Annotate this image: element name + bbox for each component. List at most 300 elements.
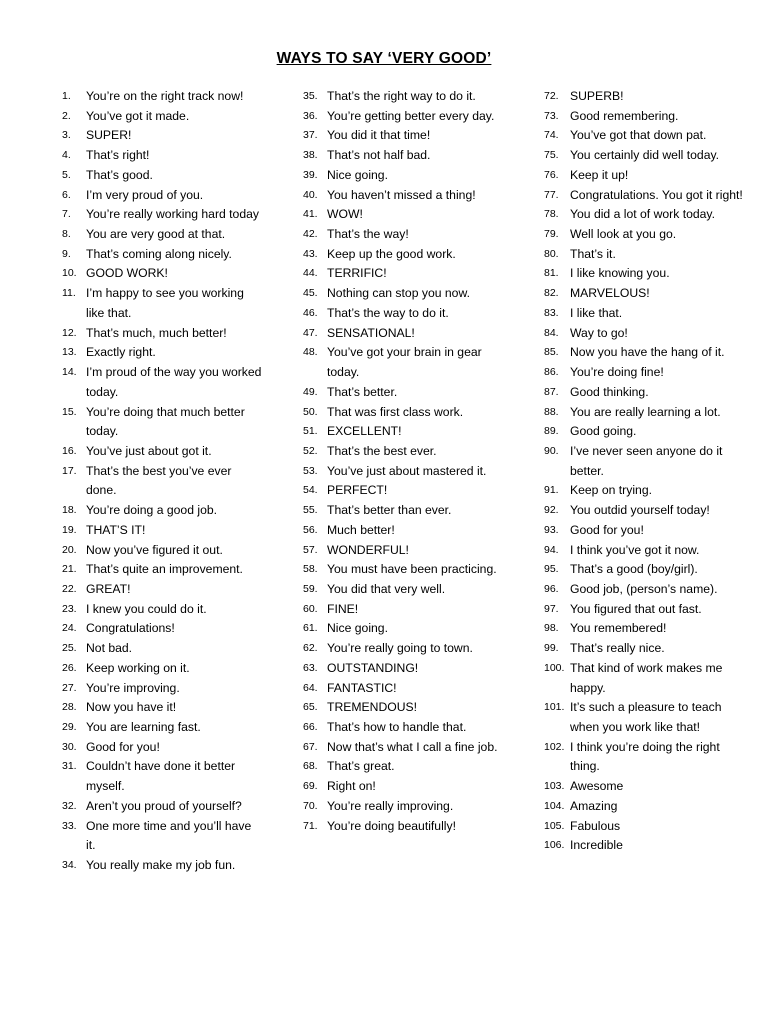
item-text: You really make my job fun. bbox=[86, 858, 236, 873]
item-text: I’m proud of the way you worked today. bbox=[86, 365, 262, 399]
item-number: 64. bbox=[303, 681, 318, 694]
item-text: PERFECT! bbox=[327, 483, 388, 498]
list-item bbox=[62, 521, 262, 541]
list-item bbox=[544, 738, 749, 777]
item-text: That was first class work. bbox=[327, 404, 464, 419]
item-number: 31. bbox=[62, 760, 77, 773]
item-text: I’ve never seen anyone do it better. bbox=[570, 443, 723, 478]
list-item bbox=[303, 560, 513, 580]
item-text: It’s such a pleasure to teach when you work like that! bbox=[570, 700, 722, 734]
list-item bbox=[303, 659, 513, 679]
list-item bbox=[62, 560, 262, 580]
item-number: 52. bbox=[303, 444, 318, 457]
item-number: 32. bbox=[62, 799, 77, 812]
list-item bbox=[62, 541, 262, 561]
item-number: 43. bbox=[303, 247, 318, 260]
item-text: That’s the way! bbox=[327, 227, 409, 242]
item-text: You’re doing a good job. bbox=[86, 503, 218, 518]
item-number: 88. bbox=[544, 405, 559, 418]
list-item bbox=[303, 698, 513, 718]
item-text: You are learning fast. bbox=[86, 720, 201, 734]
item-text: Keep it up! bbox=[570, 167, 629, 182]
item-number: 81. bbox=[544, 267, 559, 280]
item-text: Nice going. bbox=[327, 621, 388, 636]
list-item bbox=[303, 225, 513, 245]
list-item bbox=[303, 166, 513, 186]
list-item bbox=[303, 422, 513, 442]
item-text: Good job, (person’s name). bbox=[570, 581, 718, 596]
item-text: I knew you could do it. bbox=[86, 601, 207, 616]
item-number: 9. bbox=[62, 247, 71, 260]
item-number: 40. bbox=[303, 188, 318, 201]
item-number: 62. bbox=[303, 642, 318, 655]
item-text: That’s how to handle that. bbox=[327, 720, 467, 734]
list-item bbox=[62, 324, 262, 344]
item-text: You are really learning a lot. bbox=[570, 404, 721, 419]
item-text: Nice going. bbox=[327, 167, 388, 182]
list-item bbox=[303, 777, 513, 797]
list-item bbox=[303, 600, 513, 620]
item-number: 49. bbox=[303, 385, 318, 398]
item-text: Not bad. bbox=[86, 641, 133, 656]
list-item bbox=[544, 817, 749, 837]
item-text: SENSATIONAL! bbox=[327, 325, 415, 340]
list-item bbox=[303, 639, 513, 659]
list-item bbox=[62, 501, 262, 521]
item-text: FANTASTIC! bbox=[327, 680, 397, 695]
item-number: 89. bbox=[544, 425, 559, 438]
list-item bbox=[544, 245, 749, 265]
item-text: Good going. bbox=[570, 424, 637, 439]
item-number: 99. bbox=[544, 642, 559, 655]
item-number: 97. bbox=[544, 602, 559, 615]
list-item bbox=[544, 304, 749, 324]
item-number: 45. bbox=[303, 287, 318, 300]
item-text: Good thinking. bbox=[570, 384, 649, 399]
item-number: 55. bbox=[303, 504, 318, 517]
item-number: 73. bbox=[544, 109, 559, 122]
item-number: 30. bbox=[62, 740, 77, 753]
list-item bbox=[303, 541, 513, 561]
item-text: Nothing can stop you now. bbox=[327, 286, 470, 301]
item-number: 79. bbox=[544, 228, 559, 241]
item-number: 96. bbox=[544, 582, 559, 595]
item-text: FINE! bbox=[327, 601, 359, 616]
list-item bbox=[62, 87, 262, 107]
item-text: You’ve got your brain in gear today. bbox=[327, 345, 482, 380]
item-text: You did it that time! bbox=[327, 128, 431, 143]
list-item bbox=[303, 738, 513, 758]
list-item bbox=[62, 186, 262, 206]
list-item bbox=[544, 403, 749, 423]
list-item bbox=[544, 442, 749, 481]
item-text: You’re improving. bbox=[86, 680, 180, 695]
list-item bbox=[303, 580, 513, 600]
item-text: Keep up the good work. bbox=[327, 246, 456, 261]
list-item bbox=[544, 836, 749, 856]
list-item bbox=[544, 343, 749, 363]
item-number: 18. bbox=[62, 504, 77, 517]
item-text: That’s better. bbox=[327, 384, 398, 399]
list-item bbox=[303, 87, 513, 107]
item-number: 91. bbox=[544, 484, 559, 497]
list-item bbox=[544, 186, 749, 206]
item-number: 12. bbox=[62, 326, 77, 339]
item-number: 37. bbox=[303, 129, 318, 142]
list-item bbox=[544, 659, 749, 698]
item-number: 15. bbox=[62, 405, 77, 418]
list-item bbox=[62, 619, 262, 639]
list-item bbox=[62, 698, 262, 718]
item-text: Good for you! bbox=[570, 522, 644, 537]
item-text: You haven’t missed a thing! bbox=[327, 187, 476, 202]
item-number: 106. bbox=[544, 839, 565, 852]
list-item bbox=[303, 107, 513, 127]
list-item bbox=[544, 225, 749, 245]
item-text: That’s the right way to do it. bbox=[327, 89, 476, 103]
item-number: 67. bbox=[303, 740, 318, 753]
item-text: Exactly right. bbox=[86, 345, 156, 360]
list-item bbox=[303, 679, 513, 699]
list-item bbox=[62, 659, 262, 679]
item-text: You’re getting better every day. bbox=[327, 108, 495, 123]
item-number: 65. bbox=[303, 701, 318, 714]
item-number: 104. bbox=[544, 799, 565, 812]
item-number: 48. bbox=[303, 346, 318, 359]
list-item bbox=[544, 166, 749, 186]
item-number: 11. bbox=[62, 287, 76, 300]
item-number: 76. bbox=[544, 168, 559, 181]
item-number: 78. bbox=[544, 208, 559, 221]
list-item bbox=[303, 757, 513, 777]
item-number: 41. bbox=[303, 208, 318, 221]
item-text: You’re doing beautifully! bbox=[327, 818, 456, 833]
item-number: 29. bbox=[62, 721, 77, 733]
item-number: 53. bbox=[303, 464, 318, 477]
item-number: 24. bbox=[62, 622, 77, 635]
list-item bbox=[62, 718, 262, 738]
item-number: 59. bbox=[303, 582, 318, 595]
item-text: SUPERB! bbox=[570, 89, 624, 103]
item-text: SUPER! bbox=[86, 128, 132, 143]
item-text: That kind of work makes me happy. bbox=[570, 660, 723, 695]
item-number: 71. bbox=[303, 819, 318, 832]
list-item bbox=[303, 501, 513, 521]
item-number: 98. bbox=[544, 622, 559, 635]
item-number: 75. bbox=[544, 149, 559, 162]
list-item bbox=[544, 383, 749, 403]
list-item bbox=[544, 264, 749, 284]
item-text: I’m happy to see you working like that. bbox=[86, 286, 244, 320]
item-text: Awesome bbox=[570, 779, 624, 794]
item-number: 42. bbox=[303, 228, 318, 241]
item-text: Well look at you go. bbox=[570, 227, 677, 242]
item-number: 7. bbox=[62, 208, 71, 221]
item-number: 25. bbox=[62, 642, 77, 655]
item-number: 63. bbox=[303, 661, 318, 674]
item-text: Congratulations! bbox=[86, 621, 175, 636]
item-number: 105. bbox=[544, 819, 565, 832]
column-3 bbox=[544, 87, 749, 856]
item-number: 95. bbox=[544, 563, 559, 576]
item-text: You outdid yourself today! bbox=[570, 503, 710, 518]
item-number: 93. bbox=[544, 523, 559, 536]
item-text: That’s right! bbox=[86, 148, 150, 163]
list-item bbox=[62, 126, 262, 146]
item-number: 58. bbox=[303, 563, 318, 576]
item-number: 84. bbox=[544, 326, 559, 339]
item-text: WONDERFUL! bbox=[327, 542, 409, 557]
item-number: 1. bbox=[62, 90, 71, 102]
list-item bbox=[62, 442, 262, 462]
item-number: 50. bbox=[303, 405, 318, 418]
item-text: I think you’re doing the right thing. bbox=[570, 739, 720, 774]
item-number: 101. bbox=[544, 701, 565, 714]
list-item bbox=[544, 619, 749, 639]
item-text: EXCELLENT! bbox=[327, 424, 402, 439]
item-number: 13. bbox=[62, 346, 77, 359]
item-number: 100. bbox=[544, 661, 565, 674]
list-item bbox=[303, 146, 513, 166]
list-item bbox=[303, 264, 513, 284]
item-text: TREMENDOUS! bbox=[327, 700, 418, 715]
item-number: 83. bbox=[544, 306, 559, 319]
list-item bbox=[303, 481, 513, 501]
item-number: 22. bbox=[62, 582, 77, 595]
list-item bbox=[62, 205, 262, 225]
item-number: 69. bbox=[303, 780, 318, 793]
list-item bbox=[62, 580, 262, 600]
item-number: 27. bbox=[62, 681, 77, 694]
item-number: 23. bbox=[62, 602, 77, 615]
item-number: 19. bbox=[62, 523, 77, 536]
item-text: You’ve got it made. bbox=[86, 108, 190, 123]
item-number: 6. bbox=[62, 188, 71, 201]
item-number: 46. bbox=[303, 306, 318, 319]
item-text: You must have been practicing. bbox=[327, 562, 497, 577]
item-number: 70. bbox=[303, 799, 318, 812]
item-number: 92. bbox=[544, 504, 559, 517]
item-number: 54. bbox=[303, 484, 318, 497]
list-item bbox=[62, 166, 262, 186]
list-item bbox=[544, 87, 749, 107]
item-number: 8. bbox=[62, 228, 71, 241]
item-text: GREAT! bbox=[86, 581, 131, 596]
item-number: 72. bbox=[544, 90, 559, 102]
list-item bbox=[62, 245, 262, 265]
item-number: 94. bbox=[544, 543, 559, 556]
item-text: That’s not half bad. bbox=[327, 148, 431, 163]
item-text: One more time and you’ll have it. bbox=[86, 818, 252, 853]
item-text: That’s it. bbox=[570, 246, 616, 261]
item-text: Now you have the hang of it. bbox=[570, 345, 725, 360]
item-text: You’re really working hard today bbox=[86, 207, 259, 222]
list-item bbox=[62, 639, 262, 659]
item-number: 38. bbox=[303, 149, 318, 162]
column-2 bbox=[303, 87, 513, 836]
item-number: 34. bbox=[62, 859, 77, 872]
item-text: That’s really nice. bbox=[570, 641, 665, 656]
list-item bbox=[544, 422, 749, 442]
list-item bbox=[303, 619, 513, 639]
item-text: That’s much, much better! bbox=[86, 325, 227, 340]
item-text: OUTSTANDING! bbox=[327, 660, 419, 675]
item-text: You did a lot of work today. bbox=[570, 207, 715, 222]
item-text: You’re really improving. bbox=[327, 798, 454, 813]
list-item bbox=[62, 462, 262, 501]
list-item bbox=[303, 797, 513, 817]
item-text: That’s quite an improvement. bbox=[86, 562, 243, 577]
list-item bbox=[544, 639, 749, 659]
item-text: I like that. bbox=[570, 305, 623, 320]
item-text: That’s the best you’ve ever done. bbox=[86, 463, 232, 498]
list-item bbox=[303, 718, 513, 738]
item-number: 56. bbox=[303, 523, 318, 536]
list-item bbox=[62, 363, 262, 402]
item-number: 74. bbox=[544, 129, 559, 142]
item-text: You certainly did well today. bbox=[570, 148, 720, 163]
list-item bbox=[303, 126, 513, 146]
item-number: 68. bbox=[303, 760, 318, 773]
list-item bbox=[544, 521, 749, 541]
list-item bbox=[62, 284, 262, 323]
list-item bbox=[544, 698, 749, 737]
item-number: 28. bbox=[62, 701, 77, 714]
list-item bbox=[544, 107, 749, 127]
list-item bbox=[62, 107, 262, 127]
item-text: I’m very proud of you. bbox=[86, 187, 204, 202]
item-text: Aren’t you proud of yourself? bbox=[86, 798, 242, 813]
list-item bbox=[544, 777, 749, 797]
list-item bbox=[303, 186, 513, 206]
list-item bbox=[62, 817, 262, 856]
list-item bbox=[544, 324, 749, 344]
item-text: Fabulous bbox=[570, 818, 621, 833]
item-number: 85. bbox=[544, 346, 559, 359]
list-item bbox=[544, 284, 749, 304]
item-text: Much better! bbox=[327, 522, 395, 537]
item-number: 102. bbox=[544, 740, 565, 753]
item-text: You’ve just about mastered it. bbox=[327, 463, 487, 478]
item-number: 35. bbox=[303, 90, 318, 102]
list-item bbox=[62, 146, 262, 166]
item-number: 44. bbox=[303, 267, 318, 280]
list-item bbox=[544, 481, 749, 501]
item-text: WOW! bbox=[327, 207, 363, 222]
list-item bbox=[544, 797, 749, 817]
list-item bbox=[303, 205, 513, 225]
list-item bbox=[303, 442, 513, 462]
item-number: 77. bbox=[544, 188, 559, 201]
item-text: Now that’s what I call a fine job. bbox=[327, 739, 498, 754]
item-text: You are very good at that. bbox=[86, 227, 226, 242]
item-number: 20. bbox=[62, 543, 77, 556]
item-text: THAT’S IT! bbox=[86, 522, 146, 537]
list-item bbox=[62, 797, 262, 817]
column-1 bbox=[62, 87, 262, 876]
item-number: 51. bbox=[303, 425, 318, 438]
item-number: 33. bbox=[62, 819, 77, 832]
item-text: That’s coming along nicely. bbox=[86, 246, 232, 261]
item-text: Right on! bbox=[327, 779, 376, 794]
item-text: You’ve got that down pat. bbox=[570, 128, 707, 143]
item-text: Good remembering. bbox=[570, 108, 679, 123]
item-text: That’s a good (boy/girl). bbox=[570, 562, 698, 577]
list-item bbox=[303, 284, 513, 304]
list-item bbox=[303, 324, 513, 344]
item-number: 47. bbox=[303, 326, 318, 339]
item-number: 90. bbox=[544, 444, 559, 457]
list-item bbox=[303, 817, 513, 837]
item-text: You’re on the right track now! bbox=[86, 89, 244, 103]
item-text: That’s the way to do it. bbox=[327, 305, 449, 320]
item-text: That’s good. bbox=[86, 167, 153, 182]
list-item bbox=[303, 462, 513, 482]
list-item bbox=[62, 403, 262, 442]
item-text: You’re really going to town. bbox=[327, 641, 473, 656]
item-number: 39. bbox=[303, 168, 318, 181]
list-item bbox=[303, 343, 513, 382]
list-item bbox=[303, 304, 513, 324]
list-item bbox=[544, 126, 749, 146]
item-text: Now you have it! bbox=[86, 700, 177, 715]
item-text: Couldn’t have done it better myself. bbox=[86, 759, 236, 794]
item-number: 60. bbox=[303, 602, 318, 615]
list-item bbox=[62, 264, 262, 284]
item-number: 57. bbox=[303, 543, 318, 556]
item-text: Way to go! bbox=[570, 325, 628, 340]
item-text: You remembered! bbox=[570, 621, 667, 636]
item-text: That’s great. bbox=[327, 759, 395, 774]
list-item bbox=[62, 679, 262, 699]
item-number: 5. bbox=[62, 168, 71, 181]
list-item bbox=[544, 501, 749, 521]
list-item bbox=[62, 600, 262, 620]
list-item bbox=[544, 363, 749, 383]
list-item bbox=[303, 521, 513, 541]
list-item bbox=[544, 580, 749, 600]
list-item bbox=[544, 146, 749, 166]
list-item bbox=[544, 205, 749, 225]
item-text: MARVELOUS! bbox=[570, 286, 650, 301]
item-number: 3. bbox=[62, 129, 71, 142]
item-text: You did that very well. bbox=[327, 581, 446, 596]
item-number: 86. bbox=[544, 366, 559, 379]
item-text: That’s better than ever. bbox=[327, 503, 452, 518]
item-number: 26. bbox=[62, 661, 77, 674]
item-number: 17. bbox=[62, 464, 77, 477]
item-number: 80. bbox=[544, 247, 559, 260]
item-text: Incredible bbox=[570, 838, 623, 853]
item-text: Keep working on it. bbox=[86, 660, 190, 675]
item-number: 61. bbox=[303, 622, 318, 635]
list-item bbox=[544, 600, 749, 620]
item-text: You’re doing fine! bbox=[570, 365, 664, 380]
item-number: 16. bbox=[62, 444, 77, 457]
item-text: I think you’ve got it now. bbox=[570, 542, 700, 557]
item-text: TERRIFIC! bbox=[327, 266, 387, 281]
item-text: Keep on trying. bbox=[570, 483, 652, 498]
item-number: 87. bbox=[544, 385, 559, 398]
item-text: Good for you! bbox=[86, 739, 160, 754]
item-text: That’s the best ever. bbox=[327, 443, 437, 458]
item-text: I like knowing you. bbox=[570, 266, 670, 281]
list-item bbox=[303, 245, 513, 265]
list-item bbox=[303, 383, 513, 403]
item-text: You’ve just about got it. bbox=[86, 443, 212, 458]
item-text: Now you’ve figured it out. bbox=[86, 542, 223, 557]
page-title: WAYS TO SAY ‘VERY GOOD’ bbox=[276, 50, 492, 67]
